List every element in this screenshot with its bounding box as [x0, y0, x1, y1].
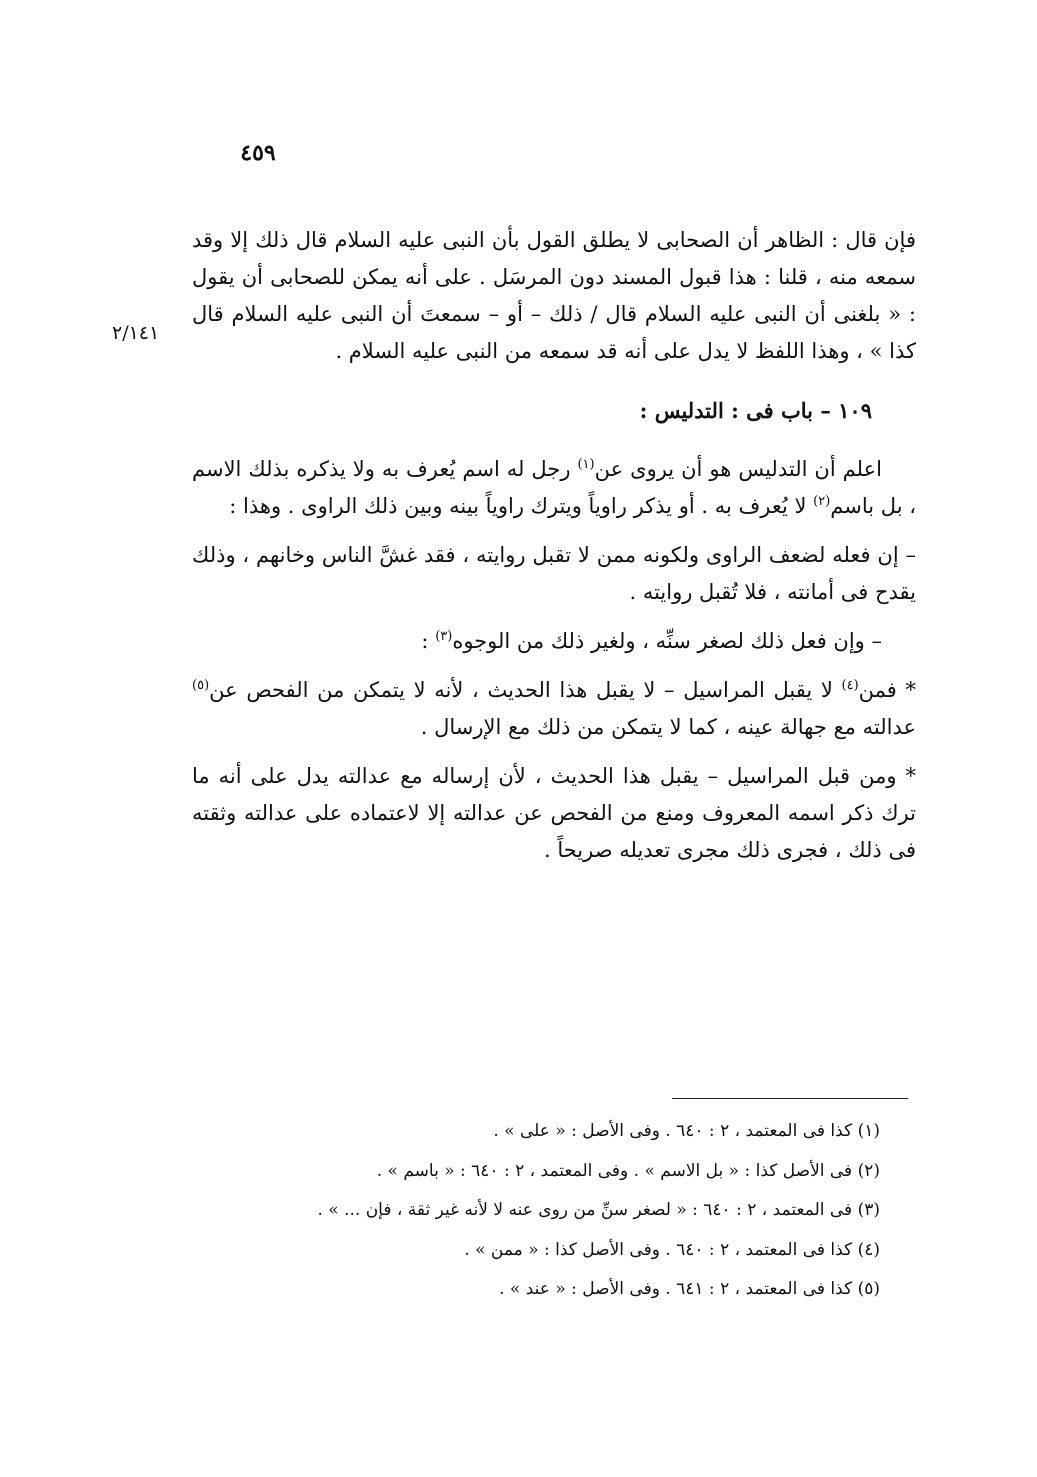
text-segment: لا يُعرف به . أو يذكر راوياً ويترك راوياً بينه وبين ذلك الراوى . وهذا : [229, 494, 814, 518]
weak-narrator-paragraph: – إن فعله لضعف الراوى ولكونه ممن لا تقبل روايته ، فقد غشَّ الناس وخانهم ، وذلك يقدح فى أمانته ، فلا تُقبل روايته . [192, 543, 916, 604]
page-number: ٤٥٩ [240, 140, 276, 166]
footnote: (٢) فى الأصل كذا : « بل الاسم » . وفى المعتمد ، ٢ : ٦٤٠ : « باسم » . [376, 1160, 880, 1181]
footnote-ref-5: (٥) [192, 678, 210, 693]
footnote: (٤) كذا فى المعتمد ، ٢ : ٦٤٠ . وفى الأصل كذا : « ممن » . [464, 1239, 880, 1260]
accepting-mursal-paragraph: * ومن قبل المراسيل – يقبل هذا الحديث ، لأن إرساله مع عدالته يدل على أنه ما ترك ذكر اسمه المعروف ومنع من الفحص عن عدالته إلا لاعتماده على عدالته وثقته فى ذلك ، فجرى ذلك مجرى تعديله صريحاً . [192, 764, 916, 862]
footnote: (٥) كذا فى المعتمد ، ٢ : ٦٤١ . وفى الأصل : « عند » . [499, 1279, 880, 1299]
text-segment: : [421, 629, 436, 653]
definition-paragraph [192, 451, 916, 525]
footnotes [190, 1112, 880, 1310]
text-segment: – وإن فعل ذلك لصغر سنِّه ، ولغير ذلك من الوجوه [452, 629, 882, 653]
intro-paragraph: فإن قال : الظاهر أن الصحابى لا يطلق القول بأن النبى عليه السلام قال ذلك إلا وقد سمعه منه ، قلنا : هذا قبول المسند دون المرسَل . على أنه يمكن للصحابى أن يقول : « بلغنى أن النبى عليه السلام قال / ذلك – أو – سمعتَ أن النبى عليه السلام قال كذا » ، وهذا اللفظ لا يدل على أنه قد سمعه من النبى عليه السلام . [192, 228, 916, 363]
footnote-ref-3: (٣) [435, 629, 453, 644]
text-segment: رجل له اسم يُعرف به ولا يذكره بذلك الاسم ، بل باسم [192, 457, 916, 518]
footnote-ref-1: (١) [577, 457, 595, 472]
footnote: (١) كذا فى المعتمد ، ٢ : ٦٤٠ . وفى الأصل : « على » . [493, 1121, 880, 1141]
margin-page-reference: ٢/١٤١ [112, 322, 160, 344]
section-heading: ١٠٩ – باب فى : التدليس : [639, 398, 872, 423]
text-segment: اعلم أن التدليس هو أن يروى عن [594, 457, 882, 481]
text-segment: لا يقبل المراسيل – لا يقبل هذا الحديث ، لأنه لا يتمكن من الفحص عن [209, 678, 842, 702]
main-text [192, 222, 916, 869]
footnote-ref-4: (٤) [841, 678, 859, 693]
footnote-divider [672, 1098, 908, 1099]
footnote-ref-2: (٢) [813, 494, 831, 509]
footnote: (٣) فى المعتمد ، ٢ : ٦٤٠ : « لصغر سنِّ من روى عنه لا لأنه غير ثقة ، فإن ... » . [317, 1200, 880, 1220]
young-age-paragraph [192, 623, 916, 660]
text-segment: * فمن [858, 678, 917, 702]
text-segment: عدالته مع جهالة عينه ، كما لا يتمكن من ذلك مع الإرسال . [420, 715, 916, 739]
rejecting-mursal-paragraph [192, 672, 916, 746]
